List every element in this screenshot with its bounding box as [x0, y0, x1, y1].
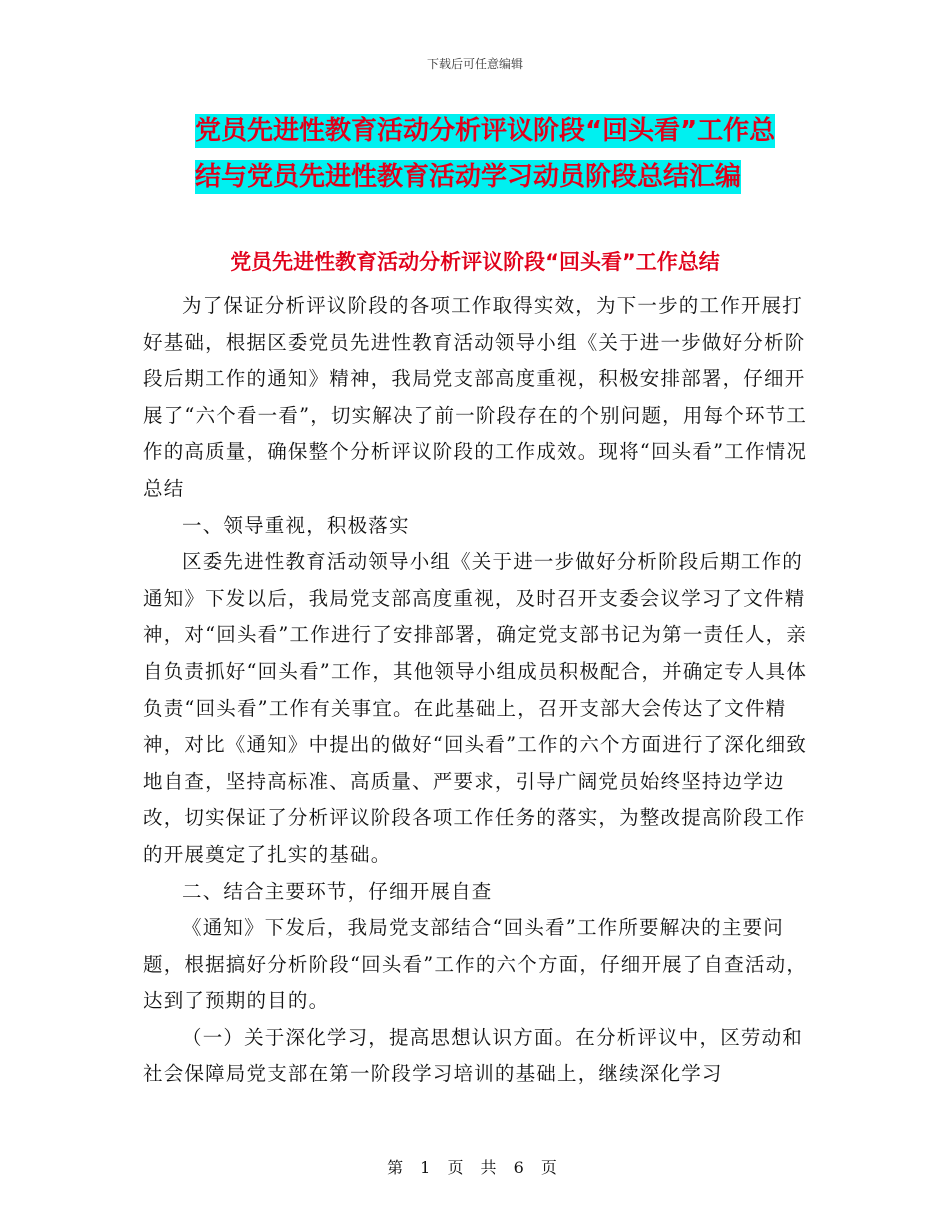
section-title: 党员先进性教育活动分析评议阶段“回头看”工作总结 [230, 250, 720, 274]
title-line-2: 结与党员先进性教育活动学习动员阶段总结汇编 [195, 162, 742, 192]
document-body [143, 288, 815, 1093]
paragraph: （一）关于深化学习，提高思想认识方面。在分析评议中，区劳动和社会保障局党支部在第一阶段学习培训的基础上，继续深化学习 [143, 1025, 804, 1086]
page-number: 第 1 页 共 6 页 [387, 1158, 563, 1177]
header-note: 下载后可任意编辑 [426, 57, 523, 71]
paragraph: 区委先进性教育活动领导小组《关于进一步做好分析阶段后期工作的通知》下发以后，我局党支部高度重视，及时召开支委会议学习了文件精神，对“回头看”工作进行了安排部署，确定党支部书记为第一责任人，亲自负责抓好“回头看”工作，其他领导小组成员积极配合，并确定专人具体负责“回头看”工作有关事宜。在此基础上，召开支部大会传达了文件精神，对比《通知》中提出的做好“回头看”工作的六个方面进行了深化细致地自查，坚持高标准、高质量、严要求，引导广阔党员始终坚持边学边改，切实保证了分析评议阶段各项工作任务的落实，为整改提高阶段工作的开展奠定了扎实的基础。 [143, 550, 808, 866]
document-title [195, 108, 815, 200]
heading-paragraph: 一、领导重视，积极落实 [182, 513, 410, 537]
paragraph: 《通知》下发后，我局党支部结合“回头看”工作所要解决的主要问题，根据搞好分析阶段“回头看”工作的六个方面，仔细开展了自查活动，达到了预期的目的。 [143, 916, 808, 1013]
title-line-1: 党员先进性教育活动分析评议阶段“回头看”工作总 [195, 116, 776, 146]
paragraph: 为了保证分析评议阶段的各项工作取得实效，为下一步的工作开展打好基础，根据区委党员先进性教育活动领导小组《关于进一步做好分析阶段后期工作的通知》精神，我局党支部高度重视，积极安排部署，仔细开展了“六个看一看”，切实解决了前一阶段存在的个别问题，用每个环节工作的高质量，确保整个分析评议阶段的工作成效。现将“回头看”工作情况总结 [143, 294, 808, 500]
heading-paragraph: 二、结合主要环节，仔细开展自查 [182, 879, 493, 903]
